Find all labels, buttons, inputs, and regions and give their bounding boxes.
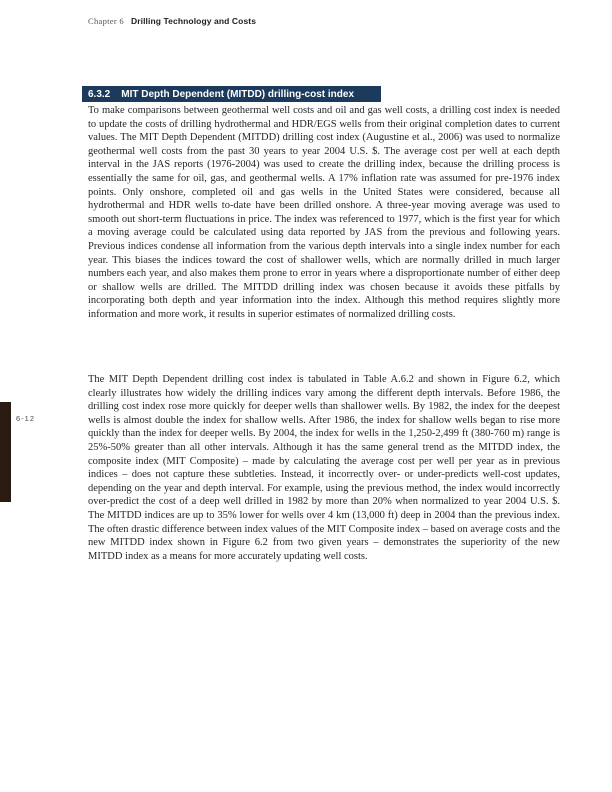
body-paragraph-2: The MIT Depth Dependent drilling cost index is tabulated in Table A.6.2 and shown in Figure 6.2, which clearly illustrates how widely the drilling indices vary among the different depth intervals. Before 1986, the drilling cost index rose more quickly for deeper wells than shallower wells. By 1982, the index for the deepest wells is almost double the index for shallow wells. After 1986, the index for shallow wells began to rise more quickly than the index for deeper wells. By 2004, the index for wells in the 1,250-2,499 ft (380-760 m) range is 25%-50% greater than all other intervals. Although it has the same general trend as the MITDD index, the composite index (MIT Composite) – made by calculating the average cost per well per year as in previous indices – does not capture these subtleties. Instead, it incorrectly over- or under-predicts well-cost updates, depending on the year and depth interval. For example, using the previous method, the index would incorrectly over-predict the cost of a deep well drilled in 1982 by more than 20% when normalized to year 2004 U.S. $. The MITDD indices are up to 35% lower for wells over 4 km (13,000 ft) deep in 2004 than the previous index. The often drastic difference between index values of the MIT Composite index – based on average costs and the new MITDD index shown in Figure 6.2 from two given years – demonstrates the superiority of the new MITDD index as a means for more accurately updating well costs.	[88, 374, 560, 562]
chapter-title: Drilling Technology and Costs	[130, 16, 257, 26]
chapter-label: Chapter 6	[88, 16, 124, 26]
page-edge-tab	[0, 402, 11, 502]
page-number: 6-12	[16, 414, 36, 423]
section-number: 6.3.2	[88, 88, 111, 100]
section-heading-bar	[82, 86, 381, 102]
running-header	[88, 16, 256, 26]
section-title: MIT Depth Dependent (MITDD) drilling-cost index	[121, 88, 355, 100]
body-paragraph-1: To make comparisons between geothermal well costs and oil and gas well costs, a drilling cost index is needed to update the costs of drilling hydrothermal and HDR/EGS wells from their original completion dates to current values. The MIT Depth Dependent (MITDD) drilling cost index (Augustine et al., 2006) was used to normalize geothermal well costs from the past 30 years to year 2004 U.S. $. The average cost per well at each depth interval in the JAS reports (1976-2004) was used to create the drilling index, because the drilling process is essentially the same for oil, gas, and geothermal wells. A 17% inflation rate was assumed for pre-1976 index points. Only onshore, completed oil and gas wells in the United States were considered, because all hydrothermal and HDR wells to-date have been drilled onshore. A three-year moving average was used to smooth out short-term fluctuations in price. The index was referenced to 1977, which is the first year for which a moving average could be calculated using data reported by JAS from the previous and following years. Previous indices condense all information from the various depth intervals into a single index number for each year. This biases the indices toward the cost of shallower wells, which are normally drilled in much larger numbers each year, and also makes them prone to error in years where a disproportionate number of either deep or shallow wells are drilled. The MITDD drilling index was chosen because it avoids these pitfalls by incorporating both depth and year information into the index. Although this method requires slightly more information and more work, it results in superior estimates of normalized drilling costs.	[88, 105, 560, 320]
